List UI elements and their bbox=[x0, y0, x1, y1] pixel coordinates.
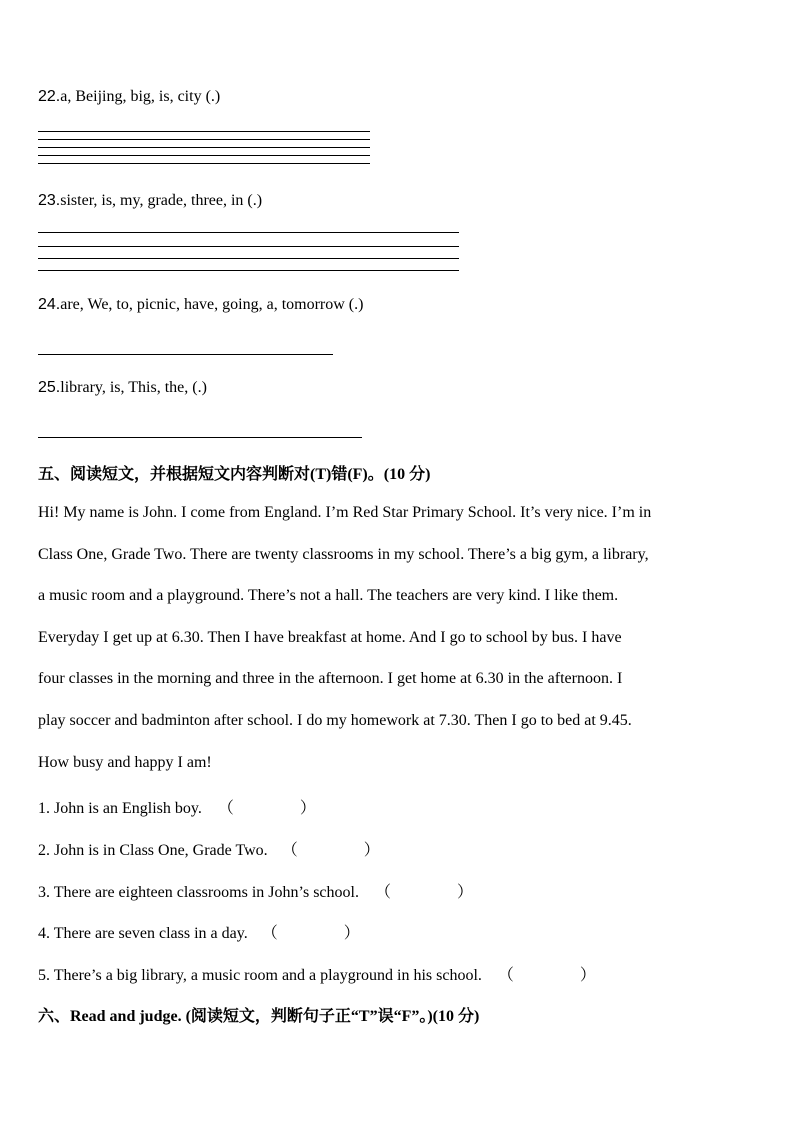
answer-line[interactable] bbox=[38, 131, 370, 132]
question-text: are, We, to, picnic, have, going, a, tomorrow (.) bbox=[60, 296, 364, 313]
answer-line[interactable] bbox=[38, 155, 370, 156]
section-5-heading: 五、阅读短文，并根据短文内容判断对(T)错(F)。(10 分) bbox=[38, 466, 431, 483]
answer-blank[interactable]: （ ） bbox=[261, 925, 360, 942]
question-22 bbox=[38, 88, 220, 106]
judge-item-text: 1. John is an English boy. bbox=[38, 800, 202, 817]
passage-line: play soccer and badminton after school. I do my homework at 7.30. Then I go to bed at 9.45. bbox=[38, 712, 632, 729]
answer-line[interactable] bbox=[38, 139, 370, 140]
question-24 bbox=[38, 296, 363, 314]
answer-blank[interactable]: （ ） bbox=[374, 884, 473, 901]
judge-item-text: 3. There are eighteen classrooms in John’s school. bbox=[38, 884, 359, 901]
passage-line: How busy and happy I am! bbox=[38, 754, 212, 771]
question-text: library, is, This, the, (.) bbox=[60, 379, 207, 396]
passage-line: Everyday I get up at 6.30. Then I have breakfast at home. And I go to school by bus. I have bbox=[38, 629, 622, 646]
answer-line[interactable] bbox=[38, 354, 333, 355]
question-number: 24. bbox=[38, 296, 61, 313]
passage-line: a music room and a playground. There’s not a hall. The teachers are very kind. I like them. bbox=[38, 587, 619, 604]
question-text: sister, is, my, grade, three, in (.) bbox=[60, 192, 263, 209]
answer-blank[interactable]: （ ） bbox=[217, 800, 316, 817]
question-number: 23. bbox=[38, 192, 61, 209]
judge-item-4 bbox=[38, 920, 360, 943]
section-6-heading: 六、Read and judge. (阅读短文，判断句子正“T”误“F”。)(10 分) bbox=[38, 1008, 480, 1025]
answer-line[interactable] bbox=[38, 232, 459, 233]
answer-line[interactable] bbox=[38, 163, 370, 164]
judge-item-3 bbox=[38, 879, 473, 902]
answer-line[interactable] bbox=[38, 270, 459, 271]
answer-line[interactable] bbox=[38, 258, 459, 259]
judge-item-1 bbox=[38, 795, 316, 818]
question-number: 25. bbox=[38, 379, 61, 396]
question-23 bbox=[38, 192, 262, 210]
question-text: a, Beijing, big, is, city (.) bbox=[60, 88, 221, 105]
answer-line[interactable] bbox=[38, 147, 370, 148]
judge-item-5 bbox=[38, 962, 596, 985]
question-25 bbox=[38, 379, 207, 397]
question-number: 22. bbox=[38, 88, 61, 105]
answer-blank[interactable]: （ ） bbox=[281, 842, 380, 859]
judge-item-text: 2. John is in Class One, Grade Two. bbox=[38, 842, 268, 859]
judge-item-text: 5. There’s a big library, a music room and a playground in his school. bbox=[38, 967, 482, 984]
judge-item-text: 4. There are seven class in a day. bbox=[38, 925, 248, 942]
passage-line: Hi! My name is John. I come from England. I’m Red Star Primary School. It’s very nice. I’m in bbox=[38, 504, 652, 521]
answer-line[interactable] bbox=[38, 437, 362, 438]
passage-line: four classes in the morning and three in the afternoon. I get home at 6.30 in the afternoon. I bbox=[38, 670, 623, 687]
judge-item-2 bbox=[38, 837, 380, 860]
answer-line[interactable] bbox=[38, 246, 459, 247]
answer-blank[interactable]: （ ） bbox=[497, 967, 596, 984]
passage-line: Class One, Grade Two. There are twenty classrooms in my school. There’s a big gym, a library, bbox=[38, 546, 649, 563]
